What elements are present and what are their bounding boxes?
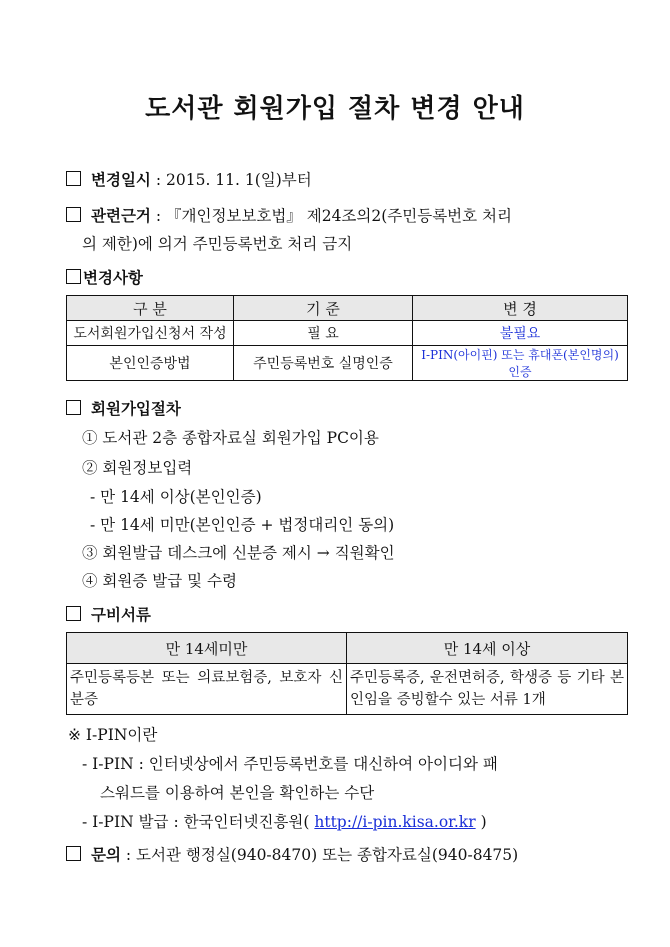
procedure-step: - 만 14세 이상(본인인증) bbox=[90, 488, 262, 506]
changes-label: 변경사항 bbox=[83, 269, 143, 287]
documents-table bbox=[66, 632, 628, 715]
table-row bbox=[67, 664, 628, 715]
procedure-step: ② 회원정보입력 bbox=[82, 459, 193, 477]
documents-heading bbox=[66, 603, 151, 625]
table-cell: 도서회원가입신청서 작성 bbox=[67, 321, 234, 346]
date-label: 변경일시 bbox=[91, 171, 151, 189]
contact-label: 문의 bbox=[91, 846, 121, 864]
ipin-link[interactable]: http://i-pin.kisa.or.kr bbox=[314, 813, 476, 831]
checkbox-icon bbox=[66, 606, 81, 621]
table-header-row bbox=[67, 633, 628, 664]
date-text: : 2015. 11. 1(일)부터 bbox=[155, 171, 312, 189]
contact-line bbox=[66, 843, 518, 865]
procedure-step: ① 도서관 2층 종합자료실 회원가입 PC이용 bbox=[82, 429, 379, 447]
documents-label: 구비서류 bbox=[91, 606, 151, 624]
procedure-label: 회원가입절차 bbox=[91, 400, 181, 418]
table-header-cell: 구 분 bbox=[67, 296, 234, 321]
table-row bbox=[67, 321, 628, 346]
table-cell: 주민등록증, 운전면허증, 학생증 등 기타 본인임을 증빙할수 있는 서류 1개 bbox=[347, 664, 628, 715]
basis-label: 관련근거 bbox=[91, 207, 151, 225]
checkbox-icon bbox=[66, 400, 81, 415]
checkbox-icon bbox=[66, 269, 81, 284]
basis-text-1: : 『개인정보보호법』 제24조의2(주민등록번호 처리 bbox=[155, 207, 512, 225]
table-cell: 불필요 bbox=[413, 321, 628, 346]
table-header-cell: 기 준 bbox=[234, 296, 413, 321]
table-cell: 주민등록번호 실명인증 bbox=[234, 346, 413, 381]
ipin-issue-line bbox=[82, 810, 487, 832]
checkbox-icon bbox=[66, 207, 81, 222]
page-title: 도서관 회원가입 절차 변경 안내 bbox=[145, 94, 525, 124]
procedure-heading bbox=[66, 397, 181, 419]
changes-table bbox=[66, 295, 628, 381]
table-header-cell: 변 경 bbox=[413, 296, 628, 321]
table-cell: 본인인증방법 bbox=[67, 346, 234, 381]
ipin-issue-prefix: - I-PIN 발급 : 한국인터넷진흥원( bbox=[82, 813, 310, 831]
table-row bbox=[67, 346, 628, 381]
ipin-heading: ※ I-PIN이란 bbox=[68, 726, 158, 744]
procedure-step: ④ 회원증 발급 및 수령 bbox=[82, 572, 237, 590]
procedure-step: ③ 회원발급 데스크에 신분증 제시 → 직원확인 bbox=[82, 544, 395, 562]
changes-heading bbox=[66, 266, 143, 288]
ipin-definition-1: - I-PIN : 인터넷상에서 주민등록번호를 대신하여 아이디와 패 bbox=[82, 755, 498, 773]
ipin-issue-suffix: ) bbox=[480, 813, 487, 831]
date-line bbox=[66, 168, 312, 190]
table-header-row bbox=[67, 296, 628, 321]
table-cell: I-PIN(아이핀) 또는 휴대폰(본인명의) 인증 bbox=[413, 346, 628, 381]
ipin-definition-2: 스워드를 이용하여 본인을 확인하는 수단 bbox=[100, 784, 375, 802]
contact-text: : 도서관 행정실(940-8470) 또는 종합자료실(940-8475) bbox=[125, 846, 519, 864]
basis-line-2: 의 제한)에 의거 주민등록번호 처리 금지 bbox=[82, 235, 353, 253]
table-header-cell: 만 14세미만 bbox=[67, 633, 347, 664]
checkbox-icon bbox=[66, 846, 81, 861]
table-header-cell: 만 14세 이상 bbox=[347, 633, 628, 664]
table-cell: 필 요 bbox=[234, 321, 413, 346]
checkbox-icon bbox=[66, 171, 81, 186]
table-cell: 주민등록등본 또는 의료보험증, 보호자 신분증 bbox=[67, 664, 347, 715]
basis-line bbox=[66, 204, 512, 226]
procedure-step: - 만 14세 미만(본인인증 + 법정대리인 동의) bbox=[90, 516, 395, 534]
